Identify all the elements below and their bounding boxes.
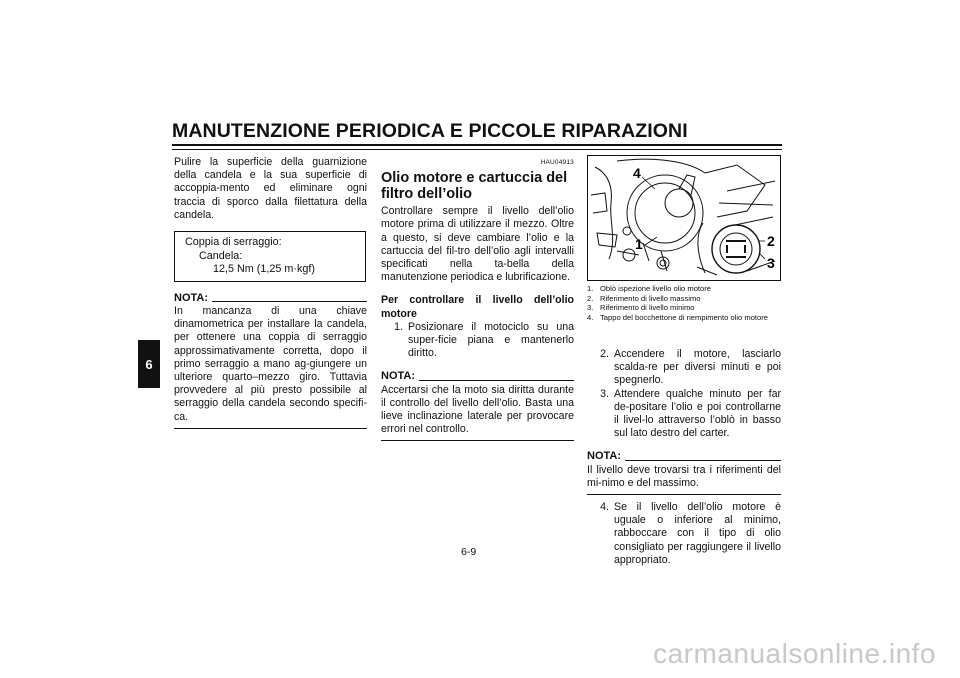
step-text: Posizionare il motociclo su una super-ficie piana e mantenerlo diritto. [408, 320, 574, 360]
nota-text: In mancanza di una chiave dinamometrica per installare la candela, per ottenere una coppia di serraggio approssimativamente corretta, dopo il primo serraggio a mano ag-giungere un ulteriore quarto–mezzo giro. Tuttavia provvedere al più presto possibile al serraggio della candela secondo specifi-ca. [174, 305, 367, 423]
nota-label: NOTA: [381, 370, 416, 383]
nota-end-rule [381, 440, 574, 441]
intro-paragraph: Pulire la superficie della guarnizione della candela e la sua superficie di accoppia-mento ed eliminare ogni traccia di sporco dalla filettatura della candela. [174, 156, 367, 221]
chapter-tab: 6 [138, 340, 160, 388]
nota-label: NOTA: [587, 450, 622, 463]
page-number: 6-9 [461, 546, 477, 558]
step-text: Attendere qualche minuto per far de-positare l’olio e poi controllarne il livel-lo attraverso l’oblò in basso sul lato destro del carter. [614, 387, 781, 440]
step-number: 3. [600, 387, 609, 400]
left-column [174, 156, 367, 429]
callout-label: 2 [767, 233, 775, 249]
nota-header [381, 370, 574, 383]
step-3 [587, 388, 781, 441]
callout-label: 3 [767, 255, 775, 271]
page-title: MANUTENZIONE PERIODICA E PICCOLE RIPARAZIONI [172, 120, 688, 142]
figure-captions [587, 284, 781, 322]
caption-item: 4. Tappo del bocchettone di riempimento olio motore [587, 312, 769, 322]
step-2 [587, 348, 781, 388]
step-number: 1. [394, 320, 403, 333]
section-intro: Controllare sempre il livello dell’olio motore prima di utilizzare il mezzo. Oltre a questo, si deve cambiare l’olio e la cartuccia del fil-tro dell’olio agli intervalli specificati nella ta-bella della manutenzione periodica e lubrificazione. [381, 205, 574, 284]
nota-label: NOTA: [174, 291, 209, 304]
nota-header [587, 450, 781, 463]
callout-label: 1 [635, 236, 643, 252]
callout-label: 4 [633, 165, 641, 181]
middle-column [381, 156, 574, 441]
caption-item: 2. Riferimento di livello massimo [587, 293, 701, 303]
nota-end-rule [587, 494, 781, 495]
caption-item: 1. Oblò ispezione livello olio motore [587, 284, 712, 293]
step-1 [381, 321, 574, 361]
nota-text: Accertarsi che la moto sia diritta durante il controllo del livello dell’olio. Basta una lieve inclinazione laterale per provocare errori nel controllo. [381, 383, 574, 436]
nota-header [174, 292, 367, 305]
step-text: Se il livello dell’olio motore è uguale o inferiore al minimo, rabboccare con il tipo di olio consigliato per raggiungere il livello appropriato. [614, 501, 781, 566]
engine-illustration [587, 155, 781, 281]
step-4 [587, 501, 781, 567]
nota-end-rule [174, 428, 367, 429]
step-text: Accendere il motore, lasciarlo scalda-re per diversi minuti e poi spegnerlo. [614, 348, 781, 387]
subheading: Per controllare il livello dell’olio motore [381, 294, 574, 320]
watermark: carmanualsonline.info [653, 638, 936, 669]
torque-label: Coppia di serraggio: [185, 236, 282, 249]
torque-spec-box [174, 231, 366, 282]
section-title: Olio motore e cartuccia del filtro dell’olio [381, 170, 568, 203]
nota-rule [212, 301, 367, 302]
torque-value: 12,5 Nm (1,25 m·kgf) [213, 263, 316, 276]
right-column [587, 348, 781, 567]
caption-item: 3. Riferimento di livello minimo [587, 303, 695, 313]
step-number: 4. [600, 501, 609, 514]
section-code: HAU04913 [540, 159, 574, 166]
header-rule-thin [172, 149, 782, 150]
engine-oil-window-diagram [587, 155, 781, 281]
spark-plug-label: Candela: [199, 249, 243, 262]
nota-rule [419, 380, 574, 381]
header-rule [172, 144, 782, 146]
step-number: 2. [600, 348, 609, 360]
nota-rule [625, 460, 781, 461]
nota-text: Il livello deve trovarsi tra i riferimenti del mi-nimo e del massimo. [587, 463, 781, 489]
